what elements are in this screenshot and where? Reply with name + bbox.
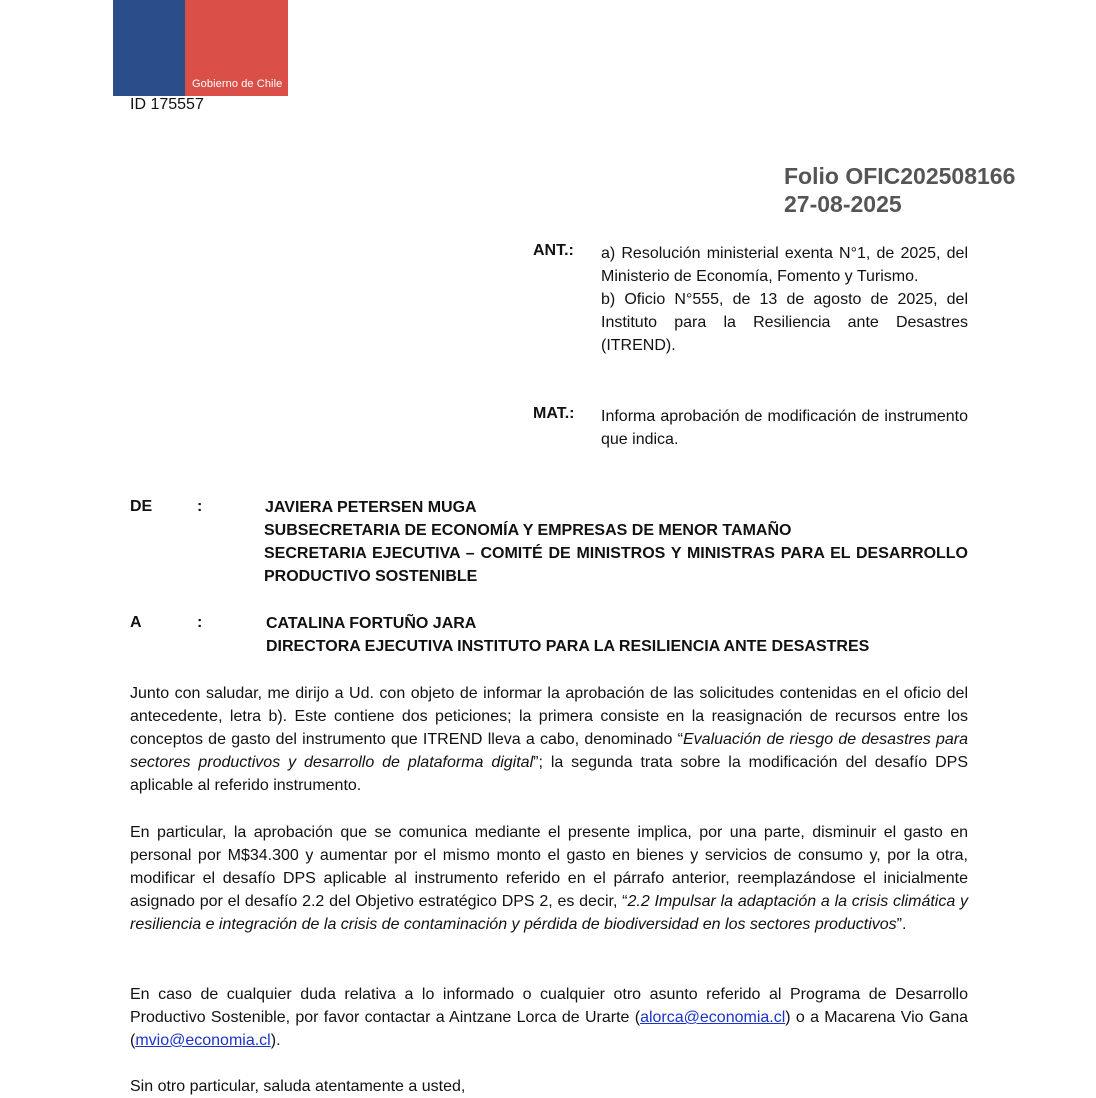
mat-text: Informa aprobación de modificación de instrumento que indica. (601, 408, 968, 448)
body-paragraph-1 (130, 682, 968, 797)
logo-text: Gobierno de Chile (192, 78, 283, 90)
from-colon: : (197, 498, 203, 515)
email-link-alorca[interactable]: alorca@economia.cl (640, 1009, 786, 1026)
p2-text-a: En particular, la aprobación que se comunica mediante el presente implica, por una parte, disminuir el gasto en personal por M$34.300 y aumentar por el mismo monto el gasto en bienes y servicios de consumo y, por la otra, modificar el desafío DPS aplicable al instrumento referido en el párrafo anterior, reemplazándose el inicialmente asignado por el desafío 2.2 del Objetivo estratégico DPS 2, es decir, “ (130, 824, 968, 910)
from-label: DE (130, 498, 153, 515)
to-label: A (130, 614, 142, 631)
folio-date: 27-08-2025 (784, 191, 902, 217)
p2-text-b: ”. (896, 916, 907, 933)
folio-number: Folio OFIC202508166 (784, 163, 1016, 189)
closing-line: Sin otro particular, saluda atentamente a usted, (130, 1078, 466, 1095)
p3-text-b: ) o a Macarena Vio Gana ( (130, 1009, 968, 1049)
to-role: DIRECTORA EJECUTIVA INSTITUTO PARA LA RESILIENCIA ANTE DESASTRES (266, 638, 870, 655)
folio-block (784, 162, 1015, 218)
dps-challenge-quote: 2.2 Impulsar la adaptación a la crisis climática y resiliencia e integración de la crisis de contaminación y pérdida de biodiversidad en los sectores productivos (130, 893, 969, 933)
email-link-mvio[interactable]: mvio@economia.cl (135, 1032, 271, 1049)
document-id: ID 175557 (130, 96, 204, 113)
to-name: CATALINA FORTUÑO JARA (266, 615, 477, 632)
from-role-1: SUBSECRETARIA DE ECONOMÍA Y EMPRESAS DE MENOR TAMAÑO (264, 522, 792, 539)
body-paragraph-3 (130, 983, 968, 1052)
mat-label: MAT.: (533, 405, 575, 422)
p1-text-b: ”; la segunda trata sobre la modificación del desafío DPS aplicable al referido instrumento. (130, 754, 968, 794)
p3-text-c: ). (270, 1032, 281, 1049)
from-role-2: SECRETARIA EJECUTIVA – COMITÉ DE MINISTROS Y MINISTRAS PARA EL DESARROLLO PRODUCTIVO SOSTENIBLE (264, 545, 968, 585)
ant-label: ANT.: (533, 242, 574, 259)
government-logo (113, 0, 288, 96)
ant-item-b: b) Oficio N°555, de 13 de agosto de 2025, del Instituto para la Resiliencia ante Desastres (ITREND). (601, 291, 968, 354)
body-paragraph-2 (130, 821, 968, 936)
to-colon: : (197, 614, 203, 631)
p1-text-a: Junto con saludar, me dirijo a Ud. con objeto de informar la aprobación de las solicitudes contenidas en el oficio del antecedente, letra b). Este contiene dos peticiones; la primera consiste en la reasignación de recursos entre los conceptos de gasto del instrumento que ITREND lleva a cabo, denominado “ (130, 685, 968, 748)
from-name: JAVIERA PETERSEN MUGA (265, 499, 477, 516)
ant-text (601, 242, 968, 357)
ant-item-a: a) Resolución ministerial exenta N°1, de 2025, del Ministerio de Economía, Fomento y Turismo. (601, 245, 968, 285)
logo-blue-block (113, 0, 185, 96)
instrument-name: Evaluación de riesgo de desastres para sectores productivos y desarrollo de plataforma digital (130, 731, 969, 771)
p3-text-a: En caso de cualquier duda relativa a lo informado o cualquier otro asunto referido al Programa de Desarrollo Productivo Sostenible, por favor contactar a Aintzane Lorca de Urarte ( (130, 986, 968, 1026)
